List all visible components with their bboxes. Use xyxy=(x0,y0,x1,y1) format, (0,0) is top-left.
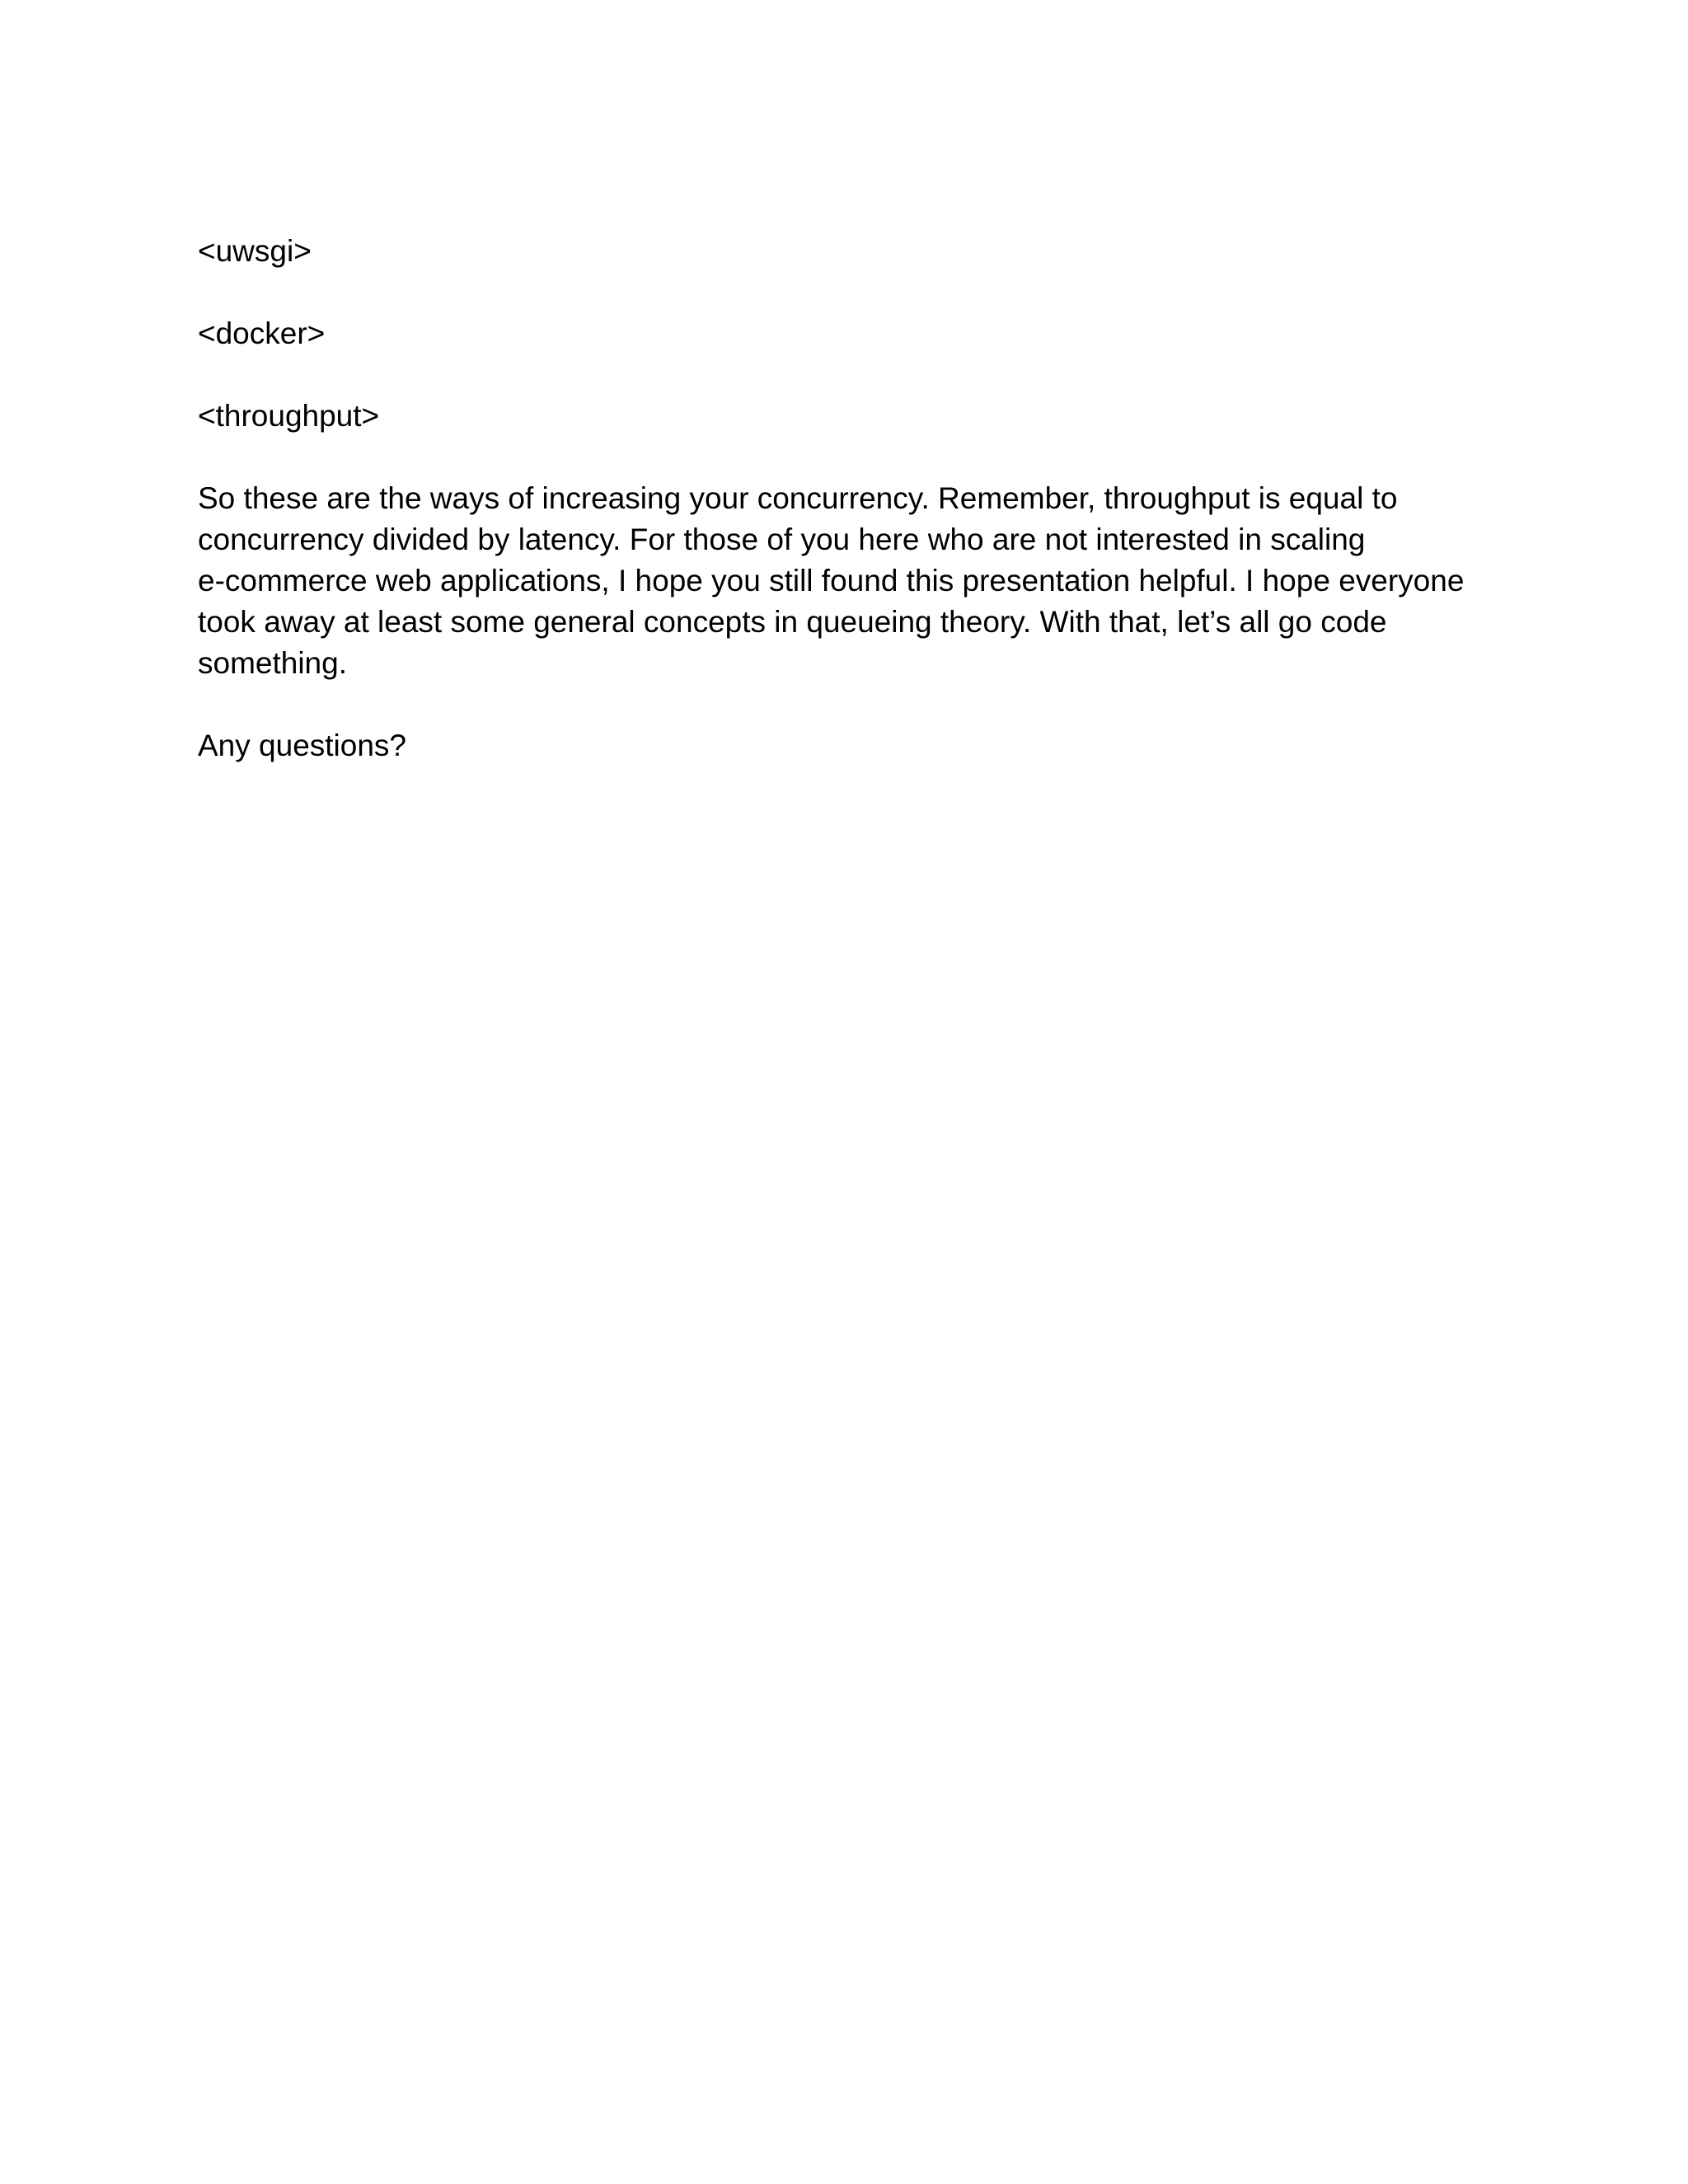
paragraph-line: So these are the ways of increasing your concurrency. Remember, throughput is equal to xyxy=(198,481,1398,515)
tag-throughput: <throughput> xyxy=(198,399,380,433)
paragraph-line: concurrency divided by latency. For those of you here who are not interested in scaling xyxy=(198,523,1366,556)
paragraph-line: e-commerce web applications, I hope you still found this presentation helpful. I hope everyone xyxy=(198,564,1465,598)
closing-paragraph xyxy=(198,478,1484,684)
paragraph-line: took away at least some general concepts in queueing theory. With that, let’s all go code xyxy=(198,605,1387,639)
paragraph-line: something. xyxy=(198,646,347,680)
closing-question: Any questions? xyxy=(198,729,407,762)
spacer xyxy=(198,272,1484,313)
spacer xyxy=(198,437,1484,478)
tag-docker: <docker> xyxy=(198,316,326,350)
spacer xyxy=(198,684,1484,725)
spacer xyxy=(198,354,1484,396)
document-body xyxy=(198,231,1484,766)
tag-uwsgi: <uwsgi> xyxy=(198,234,312,268)
